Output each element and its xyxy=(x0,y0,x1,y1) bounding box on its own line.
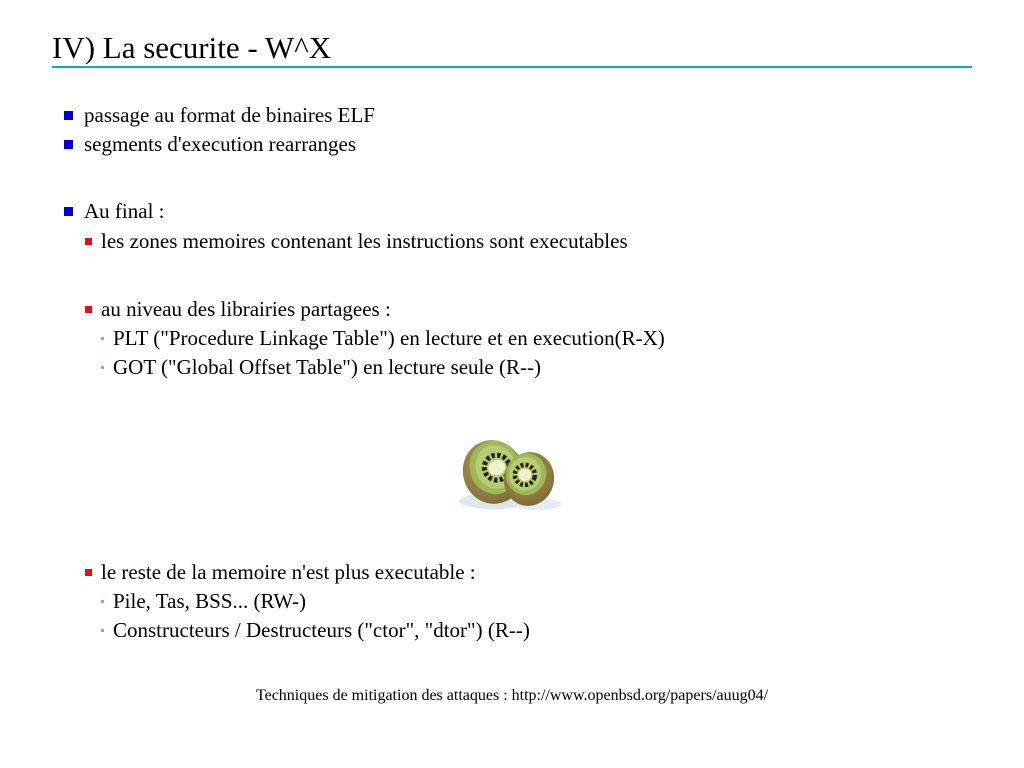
bullet-text: Constructeurs / Destructeurs ("ctor", "dtor") (R--) xyxy=(113,618,530,642)
footer-note: Techniques de mitigation des attaques : http://www.openbsd.org/papers/auug04/ xyxy=(255,687,769,704)
bullet-text: Pile, Tas, BSS... (RW-) xyxy=(113,589,306,613)
bullet-dot-icon xyxy=(101,366,104,369)
bullet-square-icon xyxy=(85,306,92,313)
bullet-item xyxy=(0,295,1024,324)
bullet-item xyxy=(0,101,1024,130)
bullet-dot-icon xyxy=(101,600,104,603)
bullet-text: les zones memoires contenant les instructions sont executables xyxy=(101,229,628,253)
bullet-square-icon xyxy=(85,238,92,245)
bullet-text: PLT ("Procedure Linkage Table") en lecture et en execution(R-X) xyxy=(113,326,665,350)
bullet-text: le reste de la memoire n'est plus executable : xyxy=(101,560,476,584)
bullet-text: Au final : xyxy=(84,199,165,223)
bullet-item xyxy=(0,130,1024,159)
slide-title: IV) La securite - W^X xyxy=(52,30,332,65)
bullet-item xyxy=(0,324,1024,353)
bullet-dot-icon xyxy=(101,337,104,340)
bullet-item xyxy=(0,353,1024,382)
bullet-square-icon xyxy=(64,140,73,149)
bullet-text: passage au format de binaires ELF xyxy=(84,103,375,127)
bullet-square-icon xyxy=(64,111,73,120)
bullet-dot-icon xyxy=(101,629,104,632)
bullet-square-icon xyxy=(85,569,92,576)
bullet-item xyxy=(0,227,1024,256)
bullet-item xyxy=(0,587,1024,616)
bullet-item xyxy=(0,197,1024,226)
bullet-item xyxy=(0,558,1024,587)
bullet-text: au niveau des librairies partagees : xyxy=(101,297,391,321)
bullet-text: segments d'execution rearranges xyxy=(84,132,357,156)
bullet-square-icon xyxy=(64,207,73,216)
bullet-text: GOT ("Global Offset Table") en lecture seule (R--) xyxy=(113,355,541,379)
kiwi-image xyxy=(455,435,565,515)
bullet-item xyxy=(0,616,1024,645)
title-underline xyxy=(52,66,972,68)
